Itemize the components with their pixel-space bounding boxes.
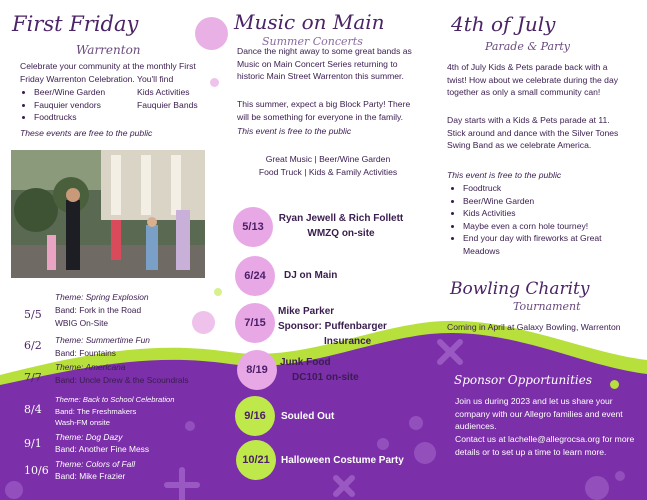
decor-circle (214, 288, 222, 296)
bowling-subtitle: Tournament (513, 300, 581, 313)
fourth-july-para1: 4th of July Kids & Pets parade back with a twist! How about we celebrate during the day together as only a small community can! (447, 62, 619, 98)
event-date-badge: 10/21 (236, 440, 276, 480)
sponsor-title: Sponsor Opportunities (454, 373, 592, 387)
list-item: • Beer/Wine Garden (34, 86, 140, 99)
event-line: DJ on Main (284, 270, 338, 281)
event-line: WMZQ on-site (307, 228, 375, 239)
schedule-band: Band: Fork in the Road (55, 305, 142, 315)
list-item: • Foodtrucks (34, 111, 140, 124)
schedule-row (24, 335, 204, 359)
event-line: Halloween Costume Party (281, 455, 404, 466)
schedule-row (24, 292, 204, 326)
schedule-row (24, 432, 214, 456)
schedule-theme: Theme: Dog Dazy (55, 432, 123, 442)
event-line: DC101 on-site (292, 372, 359, 383)
event-line: Insurance (324, 336, 372, 347)
list-item: • Foodtruck (463, 182, 627, 195)
event-title (280, 356, 359, 384)
schedule-band: Band: Uncle Drew & the Scoundrals (55, 375, 189, 385)
sponsor-contact: Contact us at lachelle@allegrocsa.org for more details or to set up a time to learn more. (455, 434, 635, 457)
music-on-main-title: Music on Main (234, 10, 385, 34)
schedule-band: Band: Another Fine Mess (55, 444, 150, 454)
schedule-row (24, 362, 214, 386)
music-on-main-subtitle: Summer Concerts (262, 35, 363, 48)
schedule-theme: Theme: Americana (55, 362, 126, 372)
event-title (276, 212, 406, 240)
event-line: Sponsor: Puffenbarger (278, 321, 387, 332)
first-friday-title: First Friday (12, 12, 139, 36)
schedule-theme: Theme: Colors of Fall (55, 459, 136, 469)
event-line: Mike Parker (278, 306, 335, 317)
first-friday-list-right (137, 86, 227, 111)
schedule-date: 10/6 (24, 464, 49, 477)
list-item: Fauquier Bands (137, 99, 198, 110)
schedule-theme: Theme: Back to School Celebration (55, 395, 175, 404)
schedule-extra: Wash-FM onsite (55, 418, 110, 427)
schedule-date: 6/2 (24, 339, 42, 352)
fourth-july-title: 4th of July (451, 12, 556, 36)
schedule-band: Band: The Freshmakers (55, 407, 137, 416)
schedule-date: 5/5 (24, 308, 42, 321)
schedule-date: 7/7 (24, 371, 42, 384)
schedule-extra: WBIG On-Site (55, 318, 109, 328)
event-title (278, 305, 408, 348)
event-line: Junk Food (280, 357, 331, 368)
music-on-main-features-2: Food Truck | Kids & Family Activities (258, 167, 398, 177)
schedule-row (24, 394, 214, 428)
schedule-date: 9/1 (24, 437, 42, 450)
music-on-main-para1: Dance the night away to some great bands as Music on Main Concert Series returning to historic Main Street Warrenton this summer. (237, 46, 412, 82)
first-friday-intro: Celebrate your community at the monthly First Friday Warrenton Celebration. You'll find (20, 61, 196, 84)
music-on-main-para2: This summer, expect a big Block Party! There will be something for everyone in the family. (237, 99, 411, 122)
list-item: • Kids Activities (463, 207, 627, 220)
schedule-theme: Theme: Summertime Fun (55, 335, 150, 345)
schedule-date: 8/4 (24, 403, 42, 416)
event-line: Souled Out (281, 411, 335, 422)
bowling-text: Coming in April at Galaxy Bowling, Warrenton (447, 322, 621, 332)
fourth-july-para2: Day starts with a Kids & Pets parade at 11. Stick around and dance with the Silver Tones Swing Band as we celebrate America. (447, 115, 619, 151)
music-on-main-features-1: Great Music | Beer/Wine Garden (265, 154, 391, 164)
fourth-july-list (449, 182, 627, 258)
event-date-badge: 9/16 (235, 396, 275, 436)
event-photo (11, 150, 205, 278)
decor-circle (195, 17, 228, 50)
schedule-row (24, 459, 214, 483)
event-title (284, 269, 337, 282)
list-item: • Beer/Wine Garden (463, 195, 627, 208)
schedule-theme: Theme: Spring Explosion (55, 292, 149, 302)
event-date-badge: 6/24 (235, 256, 275, 296)
list-item: • End your day with fireworks at Great Meadows (463, 232, 627, 257)
sponsor-text: Join us during 2023 and let us share your company with our Allegro families and event audiences. (455, 396, 623, 432)
event-line: Ryan Jewell & Rich Follett (278, 213, 404, 224)
first-friday-free-note: These events are free to the public (20, 128, 153, 138)
schedule-band: Band: Fountains (55, 348, 116, 358)
event-date-badge: 8/19 (237, 350, 277, 390)
first-friday-subtitle: Warrenton (76, 43, 141, 57)
first-friday-list-left (20, 86, 140, 124)
bowling-title: Bowling Charity (450, 279, 590, 299)
music-on-main-free-note: This event is free to the public (237, 126, 352, 136)
event-title (281, 454, 404, 467)
list-item: • Fauquier vendors (34, 99, 140, 112)
list-item: • Maybe even a corn hole tourney! (463, 220, 627, 233)
schedule-band: Band: Mike Frazier (55, 471, 126, 481)
event-date-badge: 7/15 (235, 303, 275, 343)
list-item: Kids Activities (137, 87, 190, 97)
fourth-july-subtitle: Parade & Party (485, 40, 570, 53)
event-title (281, 410, 334, 423)
fourth-july-free-note: This event is free to the public (447, 170, 562, 180)
decor-circle (610, 380, 619, 389)
event-date-badge: 5/13 (233, 207, 273, 247)
